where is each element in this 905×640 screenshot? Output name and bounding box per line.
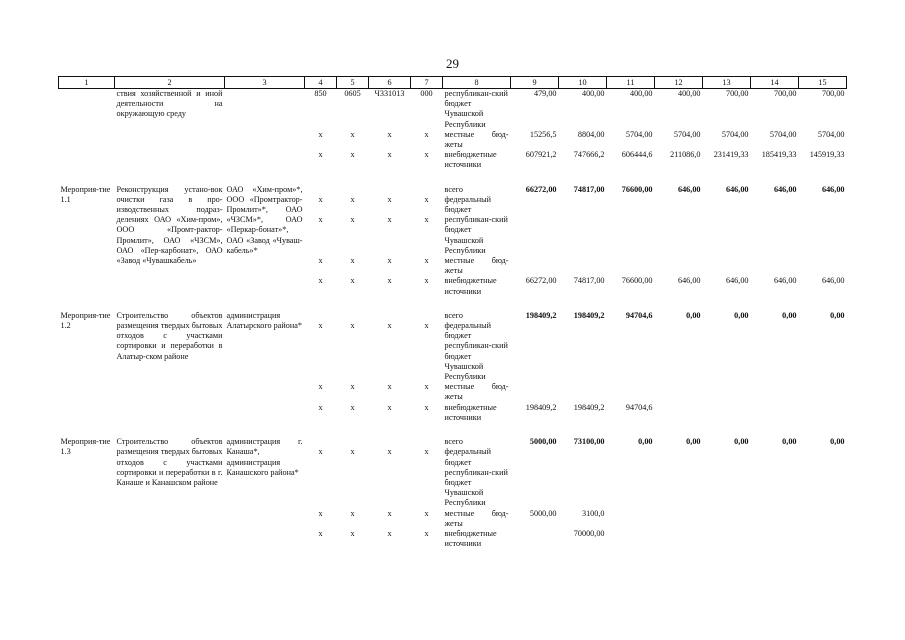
- spacer-row: [59, 423, 847, 437]
- value-cell: 400,00: [581, 89, 605, 98]
- value-cell: [799, 529, 847, 549]
- value-cell: [799, 321, 847, 341]
- value-cell: [511, 529, 559, 549]
- value-cell: 5000,00: [529, 508, 557, 518]
- value-cell: [655, 382, 703, 402]
- code-cell: [369, 311, 411, 321]
- code-cell: x: [387, 215, 392, 225]
- code-cell: [305, 437, 337, 447]
- code-cell: [305, 341, 337, 382]
- code-cell: [369, 468, 411, 509]
- code-cell: [411, 341, 443, 382]
- total-value-cell: 73100,00: [573, 437, 605, 447]
- value-cell: 5704,00: [673, 129, 701, 139]
- value-cell: 211086,0: [670, 150, 701, 160]
- value-cell: [655, 529, 703, 549]
- funding-source: всего: [444, 437, 463, 447]
- total-value-cell: 76600,00: [621, 184, 653, 194]
- code-cell: Ч331013: [374, 89, 405, 98]
- page-number: 29: [446, 56, 459, 71]
- event-label: Мероприя-тие 1.1: [60, 184, 111, 204]
- code-cell: x: [424, 508, 429, 518]
- value-cell: [799, 447, 847, 467]
- spacer: [59, 171, 847, 185]
- code-cell: x: [318, 215, 323, 225]
- value-cell: 5704,00: [769, 129, 797, 139]
- funding-source: республикан-ский бюджет Чувашской Республики: [444, 89, 508, 129]
- value-cell: [655, 468, 703, 509]
- value-cell: [703, 321, 751, 341]
- value-cell: [511, 382, 559, 402]
- funding-source: всего: [444, 184, 463, 194]
- code-cell: x: [424, 215, 429, 225]
- value-cell: 94704,6: [625, 402, 653, 412]
- code-cell: [411, 311, 443, 321]
- total-value-cell: 0,00: [686, 437, 701, 447]
- code-cell: x: [318, 150, 323, 160]
- value-cell: [511, 215, 559, 256]
- total-value-cell: 198409,2: [525, 310, 557, 320]
- value-cell: [751, 447, 799, 467]
- funding-source: федеральный бюджет: [444, 194, 492, 215]
- table-row: [59, 437, 847, 447]
- code-cell: x: [350, 256, 355, 266]
- code-cell: [305, 311, 337, 321]
- funding-source: республикан-ский бюджет Чувашской Республики: [444, 215, 508, 255]
- value-cell: [751, 529, 799, 549]
- value-cell: 66272,00: [525, 276, 557, 286]
- event-name: Строительство объектов размещения твердых бытовых отходов с участками сортировки и переработки в г. Канаше и Канашском районе: [116, 437, 223, 487]
- value-cell: [607, 341, 655, 382]
- code-cell: [411, 468, 443, 509]
- total-value-cell: 0,00: [830, 310, 845, 320]
- code-cell: x: [387, 528, 392, 538]
- value-cell: 8804,00: [577, 129, 605, 139]
- executor: ОАО «Хим-пром»*, ООО «Промтрактор-Промлит»*, ОАО «ЧЗСМ»*, ОАО «Перкар-бонат»*, ОАО «Завод «Чуваш-кабель»*: [226, 184, 303, 255]
- code-cell: [369, 341, 411, 382]
- value-cell: [607, 382, 655, 402]
- column-header: 9: [511, 77, 559, 89]
- column-header: 3: [225, 77, 305, 89]
- code-cell: x: [350, 402, 355, 412]
- code-cell: x: [350, 321, 355, 331]
- column-header: 2: [115, 77, 225, 89]
- value-cell: [799, 382, 847, 402]
- spacer-row: [59, 297, 847, 311]
- value-cell: [607, 447, 655, 467]
- total-value-cell: 0,00: [830, 437, 845, 447]
- value-cell: [751, 195, 799, 215]
- value-cell: 747666,2: [573, 150, 605, 160]
- value-cell: [607, 215, 655, 256]
- code-cell: x: [424, 129, 429, 139]
- event-name: Строительство объектов размещения твердых бытовых отходов с участками сортировки и переработки в Алатыр-ском районе: [116, 310, 223, 361]
- total-value-cell: 646,00: [821, 184, 845, 194]
- total-value-cell: 5000,00: [529, 437, 557, 447]
- code-cell: x: [424, 194, 429, 204]
- code-cell: x: [424, 256, 429, 266]
- value-cell: [511, 468, 559, 509]
- code-cell: x: [387, 129, 392, 139]
- value-cell: [703, 447, 751, 467]
- table-row: [59, 185, 847, 195]
- column-header: 10: [559, 77, 607, 89]
- value-cell: 607921,2: [525, 150, 557, 160]
- total-value-cell: 66272,00: [525, 184, 557, 194]
- event-label: Мероприя-тие 1.3: [60, 437, 111, 457]
- value-cell: 646,00: [773, 276, 797, 286]
- funding-source: внебюджетные источники: [444, 276, 497, 296]
- funding-source: местные бюд-жеты: [444, 382, 509, 402]
- funding-source: федеральный бюджет: [444, 447, 492, 467]
- code-cell: 0605: [344, 89, 361, 98]
- value-cell: [751, 215, 799, 256]
- funding-source: федеральный бюджет: [444, 321, 492, 341]
- value-cell: 198409,2: [525, 402, 557, 412]
- value-cell: 3100,0: [581, 508, 605, 518]
- total-value-cell: 0,00: [734, 310, 749, 320]
- value-cell: [559, 468, 607, 509]
- value-cell: [751, 256, 799, 276]
- total-value-cell: 646,00: [725, 184, 749, 194]
- value-cell: [799, 341, 847, 382]
- value-cell: [703, 468, 751, 509]
- value-cell: [799, 195, 847, 215]
- funding-source: местные бюд-жеты: [444, 129, 509, 150]
- funding-source: местные бюд-жеты: [444, 256, 509, 276]
- value-cell: [703, 529, 751, 549]
- value-cell: [799, 468, 847, 509]
- code-cell: x: [387, 256, 392, 266]
- code-cell: [305, 185, 337, 195]
- value-cell: 700,00: [725, 89, 749, 98]
- code-cell: [337, 185, 369, 195]
- code-cell: x: [350, 508, 355, 518]
- value-cell: [559, 256, 607, 276]
- value-cell: [751, 509, 799, 529]
- code-cell: x: [387, 447, 392, 457]
- value-cell: [559, 321, 607, 341]
- funding-source: внебюджетные источники: [444, 528, 497, 549]
- value-cell: [511, 321, 559, 341]
- code-cell: x: [387, 321, 392, 331]
- total-value-cell: 74817,00: [573, 184, 605, 194]
- value-cell: 5704,00: [817, 129, 845, 139]
- value-cell: [655, 509, 703, 529]
- value-cell: 198409,2: [573, 402, 605, 412]
- total-value-cell: 94704,6: [625, 310, 653, 320]
- total-value-cell: 646,00: [773, 184, 797, 194]
- code-cell: x: [424, 447, 429, 457]
- total-value-cell: 0,00: [782, 310, 797, 320]
- code-cell: x: [318, 129, 323, 139]
- budget-table: [58, 76, 847, 549]
- value-cell: 400,00: [677, 89, 701, 98]
- table-row: [59, 89, 847, 130]
- value-cell: [655, 341, 703, 382]
- value-cell: [799, 256, 847, 276]
- total-value-cell: 0,00: [734, 437, 749, 447]
- code-cell: x: [350, 276, 355, 286]
- value-cell: [559, 447, 607, 467]
- value-cell: [559, 215, 607, 256]
- code-cell: x: [318, 276, 323, 286]
- value-cell: [559, 341, 607, 382]
- code-cell: x: [350, 129, 355, 139]
- code-cell: x: [350, 447, 355, 457]
- funding-source: внебюджетные источники: [444, 150, 497, 170]
- code-cell: x: [387, 276, 392, 286]
- code-cell: x: [318, 402, 323, 412]
- value-cell: [751, 468, 799, 509]
- total-value-cell: 0,00: [638, 437, 653, 447]
- value-cell: [703, 256, 751, 276]
- code-cell: x: [387, 508, 392, 518]
- code-cell: x: [350, 382, 355, 392]
- code-cell: x: [424, 150, 429, 160]
- value-cell: 5704,00: [721, 129, 749, 139]
- value-cell: [607, 529, 655, 549]
- code-cell: x: [318, 447, 323, 457]
- value-cell: [751, 341, 799, 382]
- value-cell: 5704,00: [625, 129, 653, 139]
- value-cell: [655, 215, 703, 256]
- value-cell: 700,00: [773, 89, 797, 98]
- value-cell: [703, 382, 751, 402]
- code-cell: x: [387, 382, 392, 392]
- value-cell: 74817,00: [573, 276, 605, 286]
- funding-source: республикан-ский бюджет Чувашской Республики: [444, 341, 508, 382]
- column-header: 6: [369, 77, 411, 89]
- code-cell: x: [350, 194, 355, 204]
- column-header: 12: [655, 77, 703, 89]
- code-cell: [337, 311, 369, 321]
- value-cell: [655, 321, 703, 341]
- code-cell: x: [350, 215, 355, 225]
- value-cell: [511, 447, 559, 467]
- value-cell: 479,00: [533, 89, 557, 98]
- value-cell: [703, 195, 751, 215]
- value-cell: 15256,5: [529, 129, 557, 139]
- value-cell: [607, 195, 655, 215]
- event-label: Мероприя-тие 1.2: [60, 310, 111, 331]
- spacer: [59, 423, 847, 437]
- value-cell: 145919,33: [809, 150, 845, 160]
- value-cell: 646,00: [821, 276, 845, 286]
- code-cell: x: [350, 150, 355, 160]
- value-cell: 646,00: [725, 276, 749, 286]
- code-cell: x: [424, 382, 429, 392]
- code-cell: 850: [314, 89, 327, 98]
- value-cell: 231419,33: [713, 150, 749, 160]
- value-cell: 400,00: [629, 89, 653, 98]
- value-cell: [751, 321, 799, 341]
- value-cell: [655, 195, 703, 215]
- code-cell: [305, 468, 337, 509]
- value-cell: [703, 215, 751, 256]
- code-cell: [369, 185, 411, 195]
- code-cell: [337, 468, 369, 509]
- funding-source: внебюджетные источники: [444, 402, 497, 422]
- code-cell: x: [318, 382, 323, 392]
- value-cell: [511, 341, 559, 382]
- code-cell: x: [424, 402, 429, 412]
- value-cell: [799, 403, 847, 423]
- event-name: Реконструкция устано-вок очистки газа в про-изводственных подраз-делениях ОАО «Хим-пром», ООО «Промт-рактор-Промлит», ОАО «ЧЗСМ», ОАО «Пер-карбонат», ОАО «Завод «Чувашкабель»: [116, 184, 223, 266]
- code-cell: x: [387, 150, 392, 160]
- value-cell: [799, 509, 847, 529]
- value-cell: [607, 256, 655, 276]
- value-cell: [559, 195, 607, 215]
- spacer-row: [59, 171, 847, 185]
- value-cell: 700,00: [821, 89, 845, 98]
- value-cell: [511, 195, 559, 215]
- total-value-cell: 646,00: [677, 184, 701, 194]
- value-cell: [703, 403, 751, 423]
- total-value-cell: 198409,2: [573, 310, 605, 320]
- code-cell: x: [318, 528, 323, 538]
- funding-source: всего: [444, 310, 463, 320]
- value-cell: [655, 447, 703, 467]
- column-header: 1: [59, 77, 115, 89]
- total-value-cell: 0,00: [782, 437, 797, 447]
- code-cell: x: [318, 256, 323, 266]
- value-cell: [655, 403, 703, 423]
- value-cell: 76600,00: [621, 276, 653, 286]
- value-cell: [607, 321, 655, 341]
- code-cell: x: [424, 321, 429, 331]
- code-cell: x: [350, 528, 355, 538]
- code-cell: x: [387, 402, 392, 412]
- event-name: ствия хозяйственной и иной деятельности на окружающую среду: [116, 89, 223, 119]
- code-cell: 000: [420, 89, 433, 98]
- code-cell: [337, 437, 369, 447]
- funding-source: республикан-ский бюджет Чувашской Республики: [444, 467, 508, 508]
- value-cell: [607, 468, 655, 509]
- funding-source: местные бюд-жеты: [444, 508, 509, 528]
- value-cell: [511, 256, 559, 276]
- code-cell: x: [318, 321, 323, 331]
- executor: [225, 89, 305, 171]
- column-header: 7: [411, 77, 443, 89]
- code-cell: x: [424, 276, 429, 286]
- table-row: [59, 311, 847, 321]
- column-header: 8: [443, 77, 511, 89]
- value-cell: [655, 256, 703, 276]
- value-cell: 646,00: [677, 276, 701, 286]
- value-cell: [703, 509, 751, 529]
- value-cell: [799, 215, 847, 256]
- code-cell: x: [387, 194, 392, 204]
- value-cell: 606444,6: [621, 150, 653, 160]
- column-header: 11: [607, 77, 655, 89]
- code-cell: [411, 437, 443, 447]
- value-cell: [751, 382, 799, 402]
- code-cell: x: [318, 194, 323, 204]
- executor: администрация г. Канаша*, администрация Канашского района*: [226, 437, 303, 477]
- spacer: [59, 297, 847, 311]
- value-cell: [703, 341, 751, 382]
- code-cell: x: [424, 528, 429, 538]
- header-row: [59, 77, 847, 89]
- value-cell: 70000,00: [573, 528, 605, 538]
- value-cell: 185419,33: [761, 150, 797, 160]
- column-header: 13: [703, 77, 751, 89]
- code-cell: [337, 341, 369, 382]
- column-header: 14: [751, 77, 799, 89]
- event-label: [59, 89, 115, 171]
- value-cell: [607, 509, 655, 529]
- code-cell: [411, 185, 443, 195]
- column-header: 4: [305, 77, 337, 89]
- executor: администрация Алатырского района*: [226, 310, 302, 331]
- value-cell: [751, 403, 799, 423]
- value-cell: [559, 382, 607, 402]
- code-cell: [369, 437, 411, 447]
- total-value-cell: 0,00: [686, 310, 701, 320]
- code-cell: x: [318, 508, 323, 518]
- column-header: 15: [799, 77, 847, 89]
- column-header: 5: [337, 77, 369, 89]
